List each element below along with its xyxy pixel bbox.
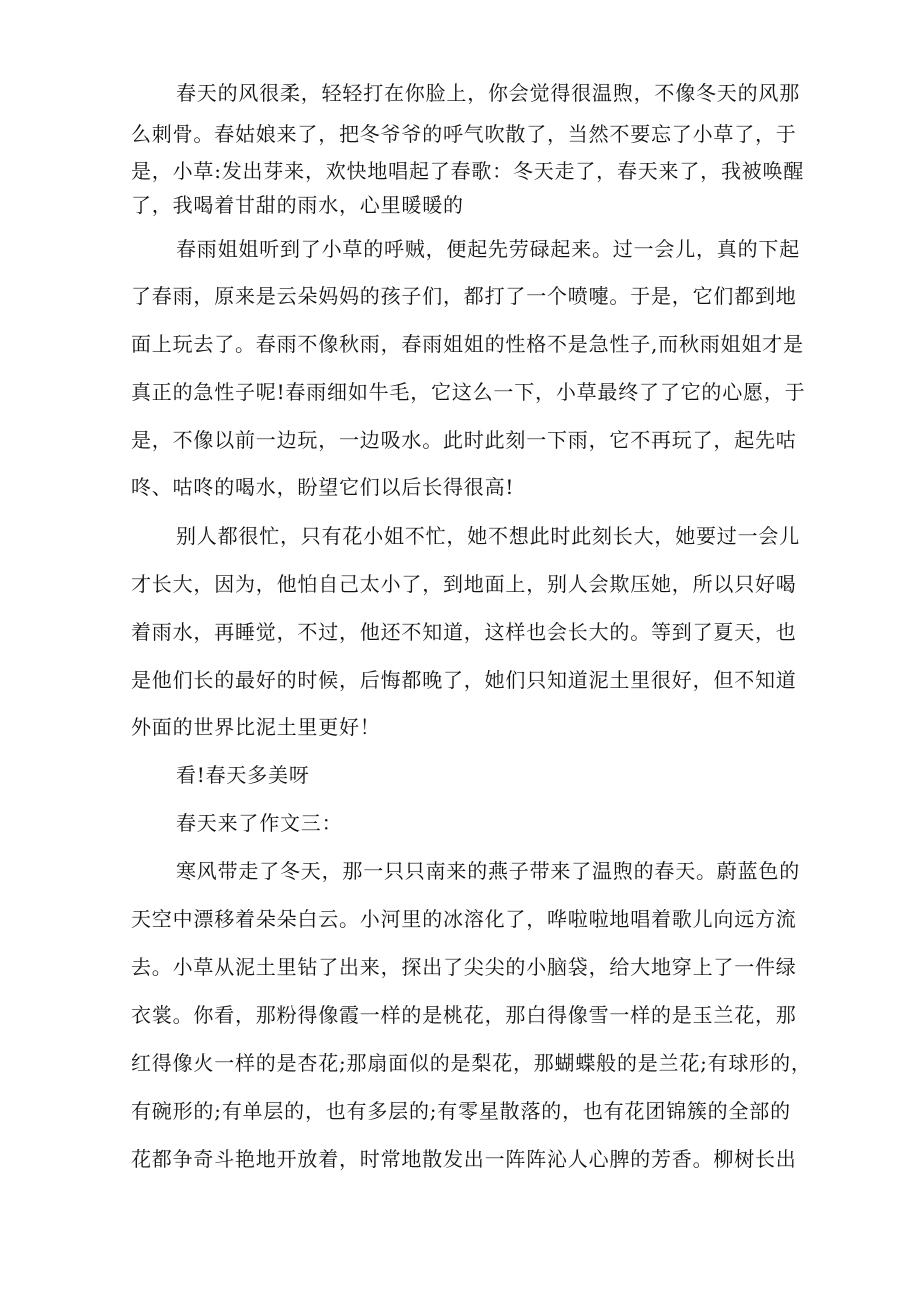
paragraph-6-line-5: 红得像火一样的是杏花;那扇面似的是梨花，那蝴蝶般的是兰花;有球形的， xyxy=(131,1051,812,1075)
paragraph-2-line-4: 真正的急性子呢!春雨细如牛毛，它这么一下，小草最终了了它的心愿，于 xyxy=(131,380,806,404)
paragraph-3-line-2: 才长大，因为，他怕自己太小了，到地面上，别人会欺压她，所以只好喝 xyxy=(131,572,797,596)
paragraph-2-line-6: 咚、咕咚的喝水，盼望它们以后长得很高! xyxy=(131,475,515,499)
paragraph-3-line-4: 是他们长的最好的时候，后悔都晚了，她们只知道泥土里很好，但不知道 xyxy=(131,668,797,692)
paragraph-6-line-7: 花都争奇斗艳地开放着，时常地散发出一阵阵沁人心脾的芳香。柳树长出 xyxy=(131,1147,797,1171)
paragraph-6-line-2: 天空中漂移着朵朵白云。小河里的冰溶化了，哗啦啦地唱着歌儿向远方流 xyxy=(131,907,797,931)
paragraph-3-line-5: 外面的世界比泥土里更好！ xyxy=(131,715,381,739)
paragraph-6-line-1: 寒风带走了冬天，那一只只南来的燕子带来了温煦的春天。蔚蓝色的 xyxy=(176,859,800,883)
paragraph-6-line-4: 衣裳。你看，那粉得像霞一样的是桃花，那白得像雪一样的是玉兰花，那 xyxy=(131,1003,797,1027)
paragraph-2-line-5: 是，不像以前一边玩，一边吸水。此时此刻一下雨，它不再玩了，起先咕 xyxy=(131,428,797,452)
paragraph-2-line-3: 面上玩去了。春雨不像秋雨，春雨姐姐的性格不是急性子,而秋雨姐姐才是 xyxy=(131,332,804,356)
paragraph-1-line-4: 了，我喝着甘甜的雨水，心里暖暖的 xyxy=(131,193,464,217)
paragraph-4-line-1: 看!春天多美呀 xyxy=(176,763,310,787)
paragraph-6-line-6: 有碗形的;有单层的，也有多层的;有零星散落的，也有花团锦簇的全部的 xyxy=(131,1099,791,1123)
paragraph-2-line-2: 了春雨，原来是云朵妈妈的孩子们，都打了一个喷嚏。于是，它们都到地 xyxy=(131,284,797,308)
paragraph-3-line-3: 着雨水，再睡觉，不过，他还不知道，这样也会长大的。等到了夏天，也 xyxy=(131,620,797,644)
paragraph-1-line-1: 春天的风很柔，轻轻打在你脸上，你会觉得很温煦，不像冬天的风那 xyxy=(176,81,800,105)
paragraph-1-line-2: 么刺骨。春姑娘来了，把冬爷爷的呼气吹散了，当然不要忘了小草了，于 xyxy=(131,122,797,146)
paragraph-3-line-1: 别人都很忙，只有花小姐不忙，她不想此时此刻长大，她要过一会儿 xyxy=(176,524,800,548)
paragraph-2-line-1: 春雨姐姐听到了小草的呼贼，便起先劳碌起来。过一会儿，真的下起 xyxy=(176,237,800,261)
paragraph-6-line-3: 去。小草从泥土里钻了出来，探出了尖尖的小脑袋，给大地穿上了一件绿 xyxy=(131,955,797,979)
paragraph-5-line-1: 春天来了作文三： xyxy=(176,811,343,835)
paragraph-1-line-3: 是，小草:发出芽来，欢快地唱起了春歌：冬天走了，春天来了，我被唤醒 xyxy=(131,159,805,183)
